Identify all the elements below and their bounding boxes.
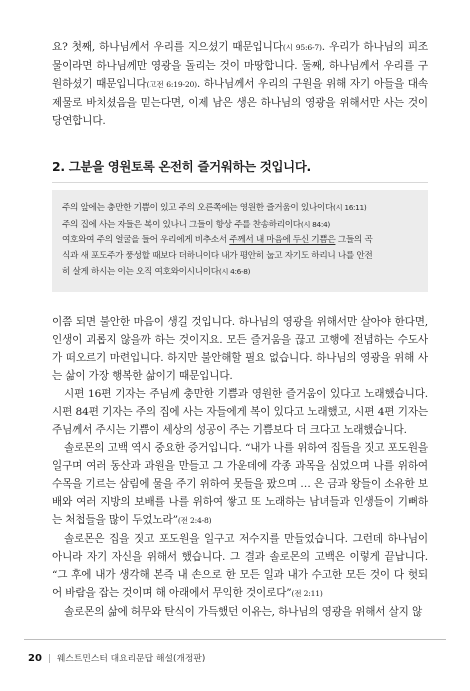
page-number: 20 [28, 653, 42, 664]
quote-text: 그들의 곡 [335, 235, 373, 246]
scripture-reference: (고전 6:19-20) [146, 80, 197, 89]
body-paragraph [52, 530, 428, 603]
book-title: 웨스트민스터 대요리문답 해설(개정판) [56, 654, 206, 664]
underlined-phrase: 주께서 내 마음에 두신 기쁨은 [229, 235, 336, 246]
footer-divider [24, 639, 446, 640]
intro-text-part: 요? 첫째, 하나님께서 우리를 지으셨기 때문입니다 [52, 41, 283, 53]
intro-paragraph [52, 38, 428, 130]
scripture-quote-box [52, 190, 428, 292]
body-paragraph: 시편 16편 기자는 주님께 충만한 기쁨과 영원한 즐거움이 있다고 노래했습니다. 시편 84편 기자는 주의 집에 사는 자들에게 복이 있다고 노래했고, 시편 4편 기자는 주님께서 주시는 기쁨이 세상의 성공이 주는 기쁨보다 더 크다고 노래했습니다. [52, 388, 428, 436]
body-paragraph [52, 439, 428, 530]
scripture-reference: (시 84:4) [300, 219, 330, 229]
body-text [52, 313, 428, 621]
scripture-reference: (시 16:11) [333, 203, 367, 212]
quote-text: 여호와여 주의 얼굴을 들어 우리에게 비추소서 [62, 235, 230, 246]
section-heading: 2. 그분을 영원토록 온전히 즐거워하는 것입니다. [52, 159, 311, 174]
quote-line [62, 200, 418, 217]
scripture-reference: (전 2:4-8) [177, 516, 212, 525]
intro-text [52, 38, 428, 130]
quote-line: 식과 새 포도주가 풍성할 때보다 더하니이다 내가 평안히 눕고 자기도 하리니 나를 안전 [62, 250, 373, 261]
quote-line [62, 233, 418, 249]
scripture-reference: (전 2:11) [291, 589, 323, 598]
scripture-reference: (시 4:6-8) [218, 267, 251, 277]
scripture-reference: (시 95:6-7) [282, 43, 322, 52]
quote-line [62, 217, 418, 234]
body-paragraph: 이쯤 되면 불안한 마음이 생길 것입니다. 하나님의 영광을 위해서만 살아야 한다면, 인생이 괴롭지 않을까 하는 것이지요. 모든 즐거움을 끊고 고행에 전념하는 수도사가 떠오르기 마련입니다. 하지만 불안해할 필요 없습니다. 하나님의 영광을 위해 사는 삶이 가장 행복한 삶이기 때문입니다. [52, 316, 428, 382]
quote-text: 주의 앞에는 충만한 기쁨이 있고 주의 오른쪽에는 영원한 즐거움이 있나이다 [62, 203, 334, 213]
body-text-part: 솔로몬의 고백 역시 중요한 증거입니다. “내가 나를 위하여 집들을 짓고 포도원을 일구며 여러 동산과 과원을 만들고 그 가운데에 각종 과목을 심었으며 나를 위하여 수목을 기르는 삼림에 물을 주기 위하여 못들을 팠으며 … 은 금과 왕들이 소유한 보배와 여러 지방의 보배를 나를 위하여 쌓고 또 노래하는 남녀들과 인생들이 기뻐하는 처첩들을 많이 두었노라” [52, 442, 428, 526]
footer-separator: | [47, 654, 51, 664]
intro-text-part: . 하나님께서 우리의 구원을 위해 자기 아들을 대속제물로 바치셨음을 믿는다면, 이제 남은 생은 하나님의 영광을 위해서만 사는 것이 당연합니다. [52, 78, 428, 127]
intro-text-part: . 우리가 하나님의 피조물이라면 하나님께만 영광을 돌리는 것이 마땅합니다. 둘째, 하나님께서 우리를 구원하셨기 때문입니다 [52, 41, 428, 90]
quote-text: 주의 집에 사는 자들은 복이 있나니 그들이 항상 주를 찬송하리이다 [62, 219, 301, 230]
page-footer [28, 651, 205, 664]
body-paragraph: 솔로몬의 삶에 허무와 탄식이 가득했던 이유는, 하나님의 영광을 위해서 살지 않 [64, 606, 423, 618]
heading-divider [52, 182, 428, 183]
body-text-part: 솔로몬은 집을 짓고 포도원을 일구고 저수지를 만들었습니다. 그런데 하나님이 아니라 자기 자신을 위해서 했습니다. 그 결과 솔로몬의 고백은 이렇게 끝납니다. “그 후에 내가 생각해 본즉 내 손으로 한 모든 일과 내가 수고한 모든 것이 다 헛되어 바람을 잡는 것이며 해 아래에서 무익한 것이로다” [52, 533, 428, 599]
quote-text: 히 살게 하시는 이는 오직 여호와이시니이다 [62, 267, 219, 278]
quote-line [62, 264, 418, 281]
